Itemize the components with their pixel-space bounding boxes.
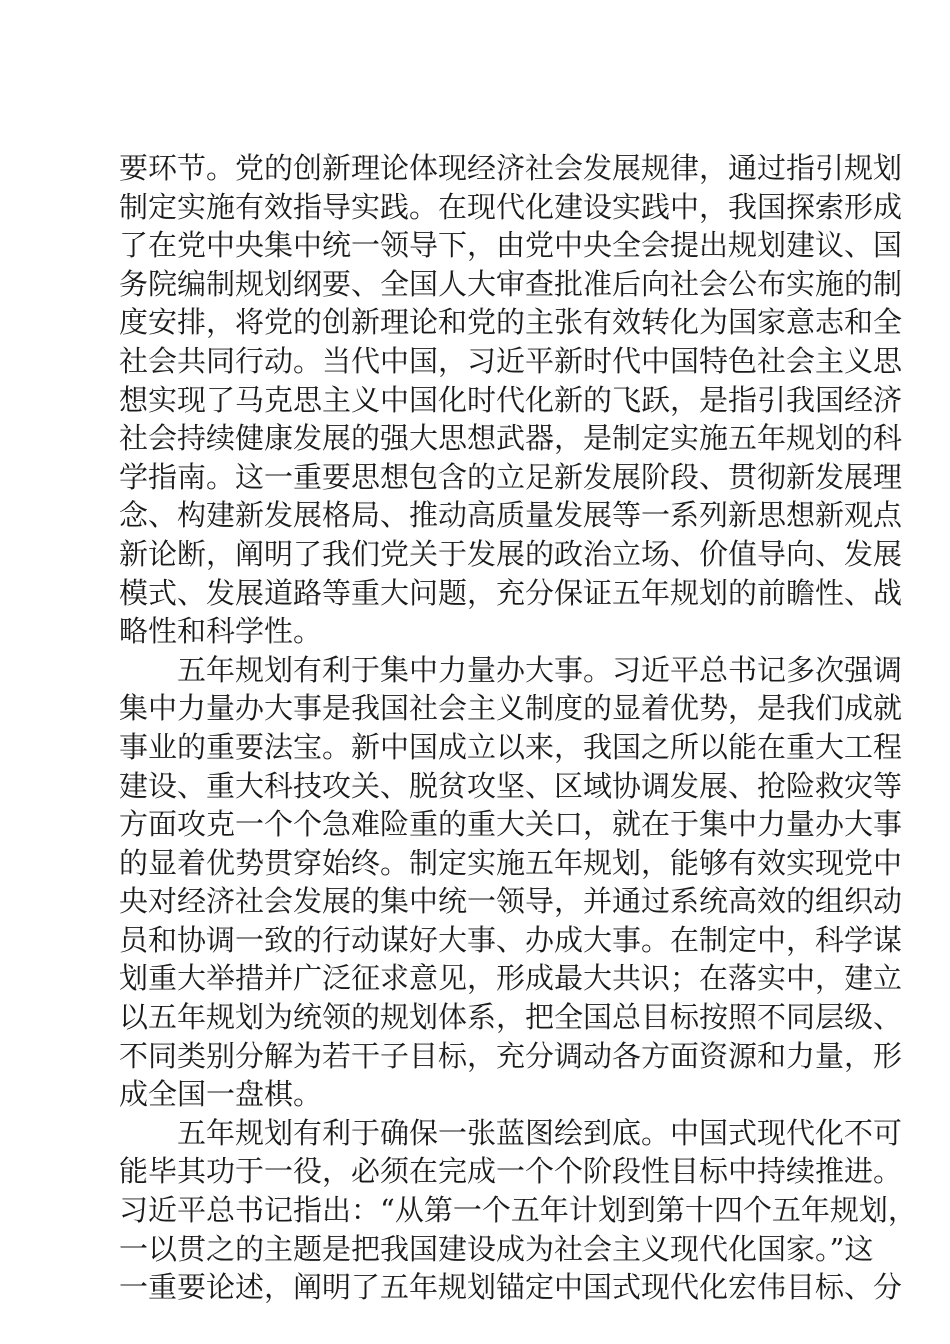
text-line: 一以贯之的主题是把我国建设成为社会主义现代化国家。”这 xyxy=(119,1231,874,1266)
text-line: 社会共同行动。当代中国，习近平新时代中国特色社会主义思 xyxy=(119,343,903,378)
text-line: 方面攻克一个个急难险重的重大关口，就在于集中力量办大事 xyxy=(119,807,903,842)
paragraph-first-line: 五年规划有利于集中力量办大事。习近平总书记多次强调 xyxy=(177,652,903,687)
text-line: 要环节。党的创新理论体现经济社会发展规律，通过指引规划 xyxy=(119,151,903,185)
text-line: 模式、发展道路等重大问题，充分保证五年规划的前瞻性、战 xyxy=(119,575,903,610)
text-line: 以五年规划为统领的规划体系，把全国总目标按照不同层级、 xyxy=(119,1000,903,1035)
text-line: 新论断，阐明了我们党关于发展的政治立场、价值导向、发展 xyxy=(119,536,903,571)
text-line: 习近平总书记指出：“从第一个五年计划到第十四个五年规划， xyxy=(119,1193,917,1228)
text-line: 不同类别分解为若干子目标，充分调动各方面资源和力量，形 xyxy=(119,1038,903,1073)
text-line: 了在党中央集中统一领导下，由党中央全会提出规划建议、国 xyxy=(119,228,903,263)
text-line: 集中力量办大事是我国社会主义制度的显着优势，是我们成就 xyxy=(119,691,903,726)
text-line: 社会持续健康发展的强大思想武器，是制定实施五年规划的科 xyxy=(119,421,903,456)
text-line: 事业的重要法宝。新中国成立以来，我国之所以能在重大工程 xyxy=(119,729,903,764)
text-line: 成全国一盘棋。 xyxy=(119,1077,323,1112)
text-line: 制定实施有效指导实践。在现代化建设实践中，我国探索形成 xyxy=(119,189,903,224)
text-line: 划重大举措并广泛征求意见，形成最大共识；在落实中，建立 xyxy=(119,961,903,996)
text-line: 略性和科学性。 xyxy=(119,614,323,649)
text-line: 央对经济社会发展的集中统一领导，并通过系统高效的组织动 xyxy=(119,884,903,919)
text-line: 念、构建新发展格局、推动高质量发展等一系列新思想新观点 xyxy=(119,498,903,533)
paragraph-first-line: 五年规划有利于确保一张蓝图绘到底。中国式现代化不可 xyxy=(177,1115,903,1150)
text-line: 度安排，将党的创新理论和党的主张有效转化为国家意志和全 xyxy=(119,305,903,340)
text-line: 想实现了马克思主义中国化时代化新的飞跃，是指引我国经济 xyxy=(119,382,903,417)
text-line: 的显着优势贯穿始终。制定实施五年规划，能够有效实现党中 xyxy=(119,845,903,880)
text-line: 员和协调一致的行动谋好大事、办成大事。在制定中，科学谋 xyxy=(119,922,903,957)
text-line: 建设、重大科技攻关、脱贫攻坚、区域协调发展、抢险救灾等 xyxy=(119,768,903,803)
text-line: 一重要论述，阐明了五年规划锚定中国式现代化宏伟目标、分 xyxy=(119,1270,903,1305)
body-text xyxy=(119,149,917,1307)
text-line: 学指南。这一重要思想包含的立足新发展阶段、贯彻新发展理 xyxy=(119,459,903,494)
text-line: 能毕其功于一役，必须在完成一个个阶段性目标中持续推进。 xyxy=(119,1154,903,1189)
text-line: 务院编制规划纲要、全国人大审查批准后向社会公布实施的制 xyxy=(119,266,903,301)
